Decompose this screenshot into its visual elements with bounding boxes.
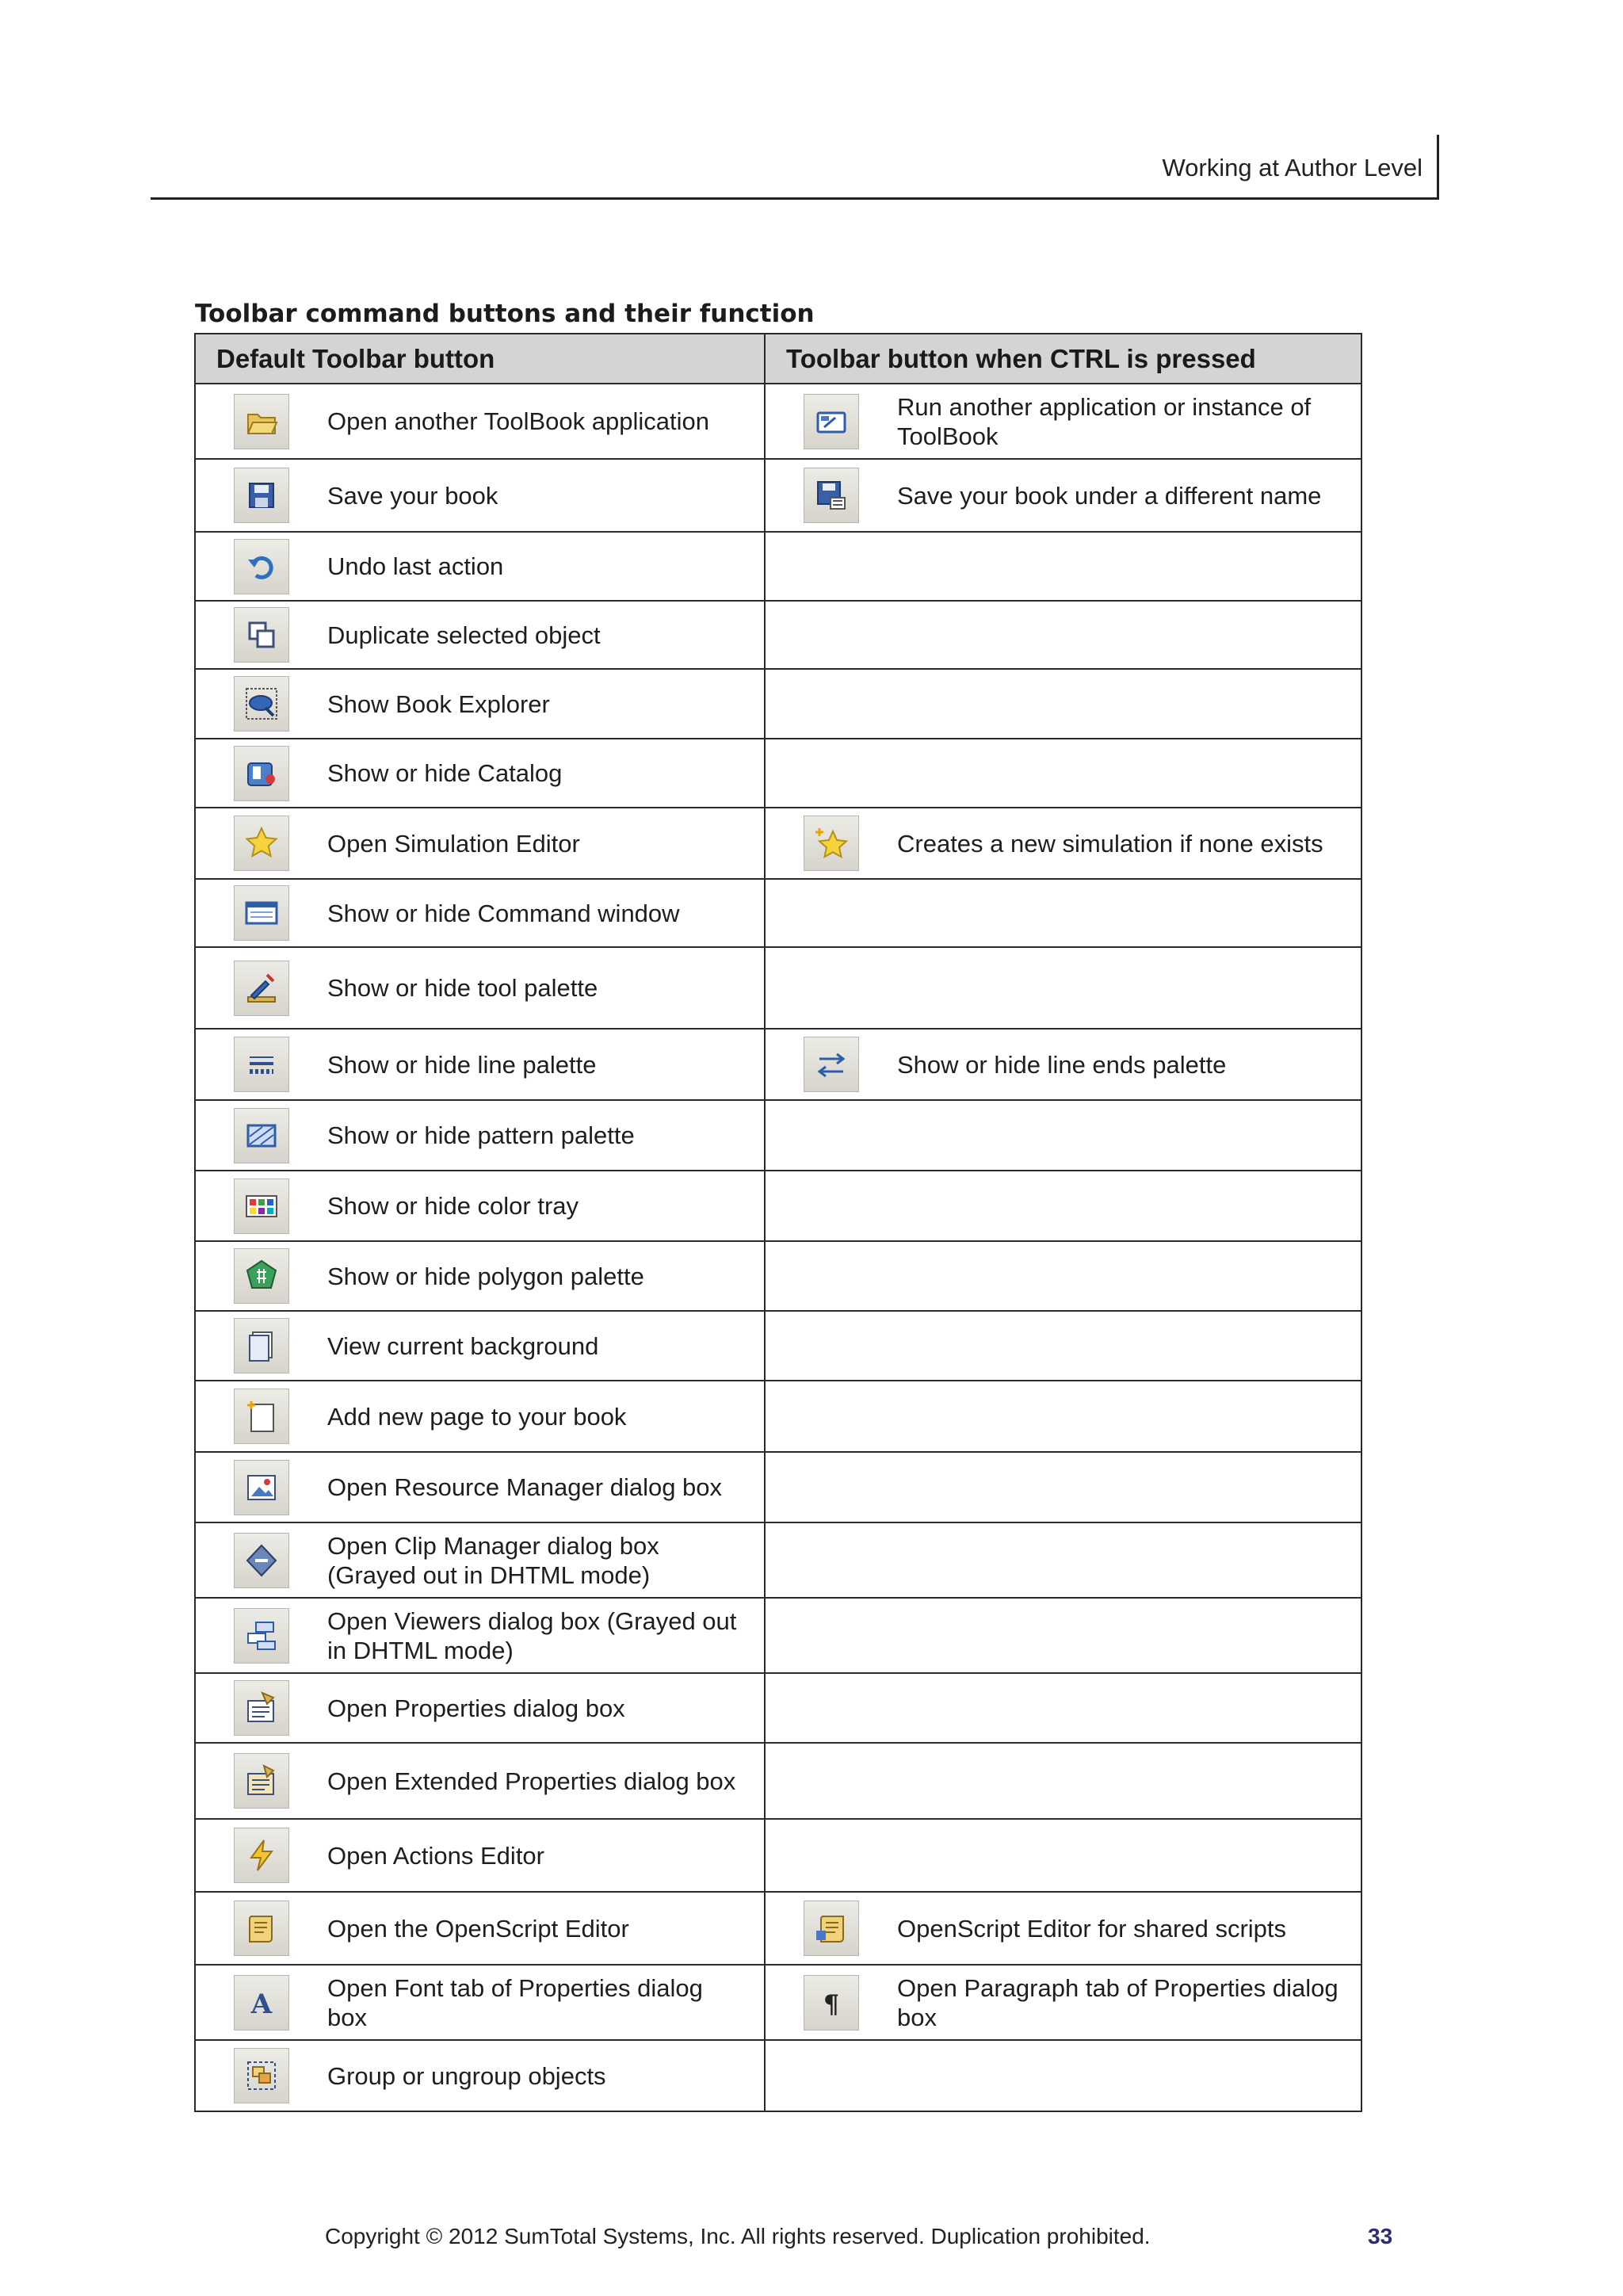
default-button-cell: [195, 1819, 765, 1892]
default-button-description: Show or hide color tray: [327, 1192, 579, 1220]
ctrl-button-cell: [765, 1743, 1361, 1819]
default-button-cell: [195, 459, 765, 532]
page-number: 33: [1368, 2224, 1393, 2248]
table-header-row: [195, 334, 1361, 384]
table-caption: Toolbar command buttons and their function: [195, 300, 815, 328]
table-row: [195, 1673, 1361, 1743]
default-button-description: Open Extended Properties dialog box: [327, 1767, 736, 1795]
save-as-disk-icon: [804, 468, 859, 523]
table-row: [195, 1965, 1361, 2040]
line-palette-icon: [234, 1037, 289, 1092]
paragraph-icon: [804, 1975, 859, 2030]
column-header-ctrl: Toolbar button when CTRL is pressed: [765, 334, 1361, 384]
table-row: [195, 808, 1361, 879]
pattern-palette-icon: [234, 1108, 289, 1163]
table-row: [195, 532, 1361, 601]
shared-script-icon: [804, 1901, 859, 1956]
running-title: Working at Author Level: [1162, 154, 1423, 181]
ctrl-button-cell: [765, 739, 1361, 808]
default-button-description: Undo last action: [327, 552, 504, 580]
default-button-description: View current background: [327, 1331, 599, 1360]
default-button-description: Show or hide Command window: [327, 899, 680, 927]
background-icon: [234, 1318, 289, 1373]
duplicate-icon: [234, 607, 289, 663]
ctrl-button-cell: [765, 1452, 1361, 1522]
default-button-description: Open Font tab of Properties dialog box: [327, 1973, 703, 2031]
table-row: [195, 947, 1361, 1029]
table-row: [195, 384, 1361, 459]
save-disk-icon: [234, 468, 289, 523]
lightning-icon: [234, 1828, 289, 1883]
default-button-cell: [195, 1522, 765, 1598]
default-button-cell: [195, 1100, 765, 1171]
ctrl-button-cell: [765, 1100, 1361, 1171]
default-button-cell: [195, 1171, 765, 1241]
svg-text:¶: ¶: [823, 1988, 840, 2019]
default-button-cell: [195, 1241, 765, 1311]
default-button-description: Open Actions Editor: [327, 1841, 544, 1870]
ctrl-button-description: OpenScript Editor for shared scripts: [897, 1914, 1287, 1943]
default-button-cell: [195, 1452, 765, 1522]
table-row: [195, 1311, 1361, 1381]
tool-palette-icon: [234, 961, 289, 1016]
column-header-default: Default Toolbar button: [195, 334, 765, 384]
default-button-cell: [195, 601, 765, 669]
toolbar-command-table: [194, 333, 1362, 2112]
table-row: [195, 1892, 1361, 1965]
properties-icon: [234, 1680, 289, 1736]
default-button-description: Save your book: [327, 481, 498, 510]
new-page-icon: [234, 1389, 289, 1444]
ctrl-button-cell: [765, 1311, 1361, 1381]
default-button-cell: [195, 808, 765, 879]
ctrl-button-cell: [765, 1598, 1361, 1673]
default-button-cell: [195, 1673, 765, 1743]
default-button-cell: [195, 532, 765, 601]
undo-icon: [234, 539, 289, 594]
running-header: [151, 135, 1439, 200]
table-row: [195, 601, 1361, 669]
table-row: [195, 1171, 1361, 1241]
resource-manager-icon: [234, 1460, 289, 1515]
default-button-description: Duplicate selected object: [327, 621, 601, 649]
default-button-description: Group or ungroup objects: [327, 2061, 606, 2090]
color-tray-icon: [234, 1179, 289, 1234]
default-button-description: Show or hide Catalog: [327, 759, 563, 787]
open-folder-icon: [234, 394, 289, 449]
ctrl-button-cell: [765, 669, 1361, 739]
default-button-cell: [195, 384, 765, 459]
default-button-description: Open Viewers dialog box (Grayed out in DHTML mode): [327, 1606, 737, 1664]
table-row: [195, 1522, 1361, 1598]
table-row: [195, 1100, 1361, 1171]
default-button-description: Open Clip Manager dialog box (Grayed out in DHTML mode): [327, 1531, 659, 1589]
run-application-icon: [804, 394, 859, 449]
ctrl-button-cell: [765, 601, 1361, 669]
ctrl-button-cell: [765, 808, 1361, 879]
ctrl-button-description: Show or hide line ends palette: [897, 1050, 1227, 1079]
default-button-description: Open the OpenScript Editor: [327, 1914, 629, 1943]
default-button-description: Open Resource Manager dialog box: [327, 1473, 723, 1501]
script-scroll-icon: [234, 1901, 289, 1956]
default-button-cell: [195, 1965, 765, 2040]
ctrl-button-cell: [765, 2040, 1361, 2111]
line-ends-icon: [804, 1037, 859, 1092]
default-button-cell: [195, 2040, 765, 2111]
default-button-cell: [195, 1381, 765, 1452]
ctrl-button-cell: [765, 1892, 1361, 1965]
table-row: [195, 1743, 1361, 1819]
command-window-icon: [234, 885, 289, 941]
star-icon: [234, 816, 289, 871]
clip-manager-icon: [234, 1533, 289, 1588]
default-button-cell: [195, 1311, 765, 1381]
svg-text:A: A: [250, 1988, 273, 2020]
default-button-description: Add new page to your book: [327, 1402, 627, 1431]
default-button-cell: [195, 669, 765, 739]
default-button-description: Open another ToolBook application: [327, 407, 709, 435]
extended-properties-icon: [234, 1753, 289, 1809]
table-row: [195, 1029, 1361, 1100]
table-row: [195, 1819, 1361, 1892]
ctrl-button-cell: [765, 947, 1361, 1029]
ctrl-button-cell: [765, 1819, 1361, 1892]
group-icon: [234, 2048, 289, 2103]
default-button-description: Show or hide polygon palette: [327, 1262, 644, 1290]
font-icon: [234, 1975, 289, 2030]
default-button-description: Open Properties dialog box: [327, 1694, 625, 1722]
default-button-description: Show or hide line palette: [327, 1050, 597, 1079]
table-row: [195, 1241, 1361, 1311]
ctrl-button-cell: [765, 384, 1361, 459]
new-star-icon: [804, 816, 859, 871]
ctrl-button-cell: [765, 1241, 1361, 1311]
ctrl-button-cell: [765, 1381, 1361, 1452]
default-button-cell: [195, 739, 765, 808]
table-row: [195, 739, 1361, 808]
ctrl-button-cell: [765, 1522, 1361, 1598]
table-row: [195, 879, 1361, 947]
table-row: [195, 1452, 1361, 1522]
default-button-description: Show or hide pattern palette: [327, 1121, 635, 1149]
table-row: [195, 1598, 1361, 1673]
default-button-description: Show Book Explorer: [327, 690, 550, 718]
ctrl-button-cell: [765, 1029, 1361, 1100]
default-button-cell: [195, 1029, 765, 1100]
default-button-description: Open Simulation Editor: [327, 829, 580, 858]
viewers-icon: [234, 1608, 289, 1664]
table-row: [195, 2040, 1361, 2111]
ctrl-button-description: Open Paragraph tab of Properties dialog box: [897, 1973, 1338, 2031]
ctrl-button-cell: [765, 532, 1361, 601]
ctrl-button-cell: [765, 879, 1361, 947]
table-row: [195, 669, 1361, 739]
default-button-cell: [195, 1743, 765, 1819]
ctrl-button-description: Run another application or instance of ToolBook: [897, 392, 1312, 450]
ctrl-button-cell: [765, 1171, 1361, 1241]
table-row: [195, 1381, 1361, 1452]
polygon-palette-icon: [234, 1248, 289, 1304]
ctrl-button-cell: [765, 1965, 1361, 2040]
default-button-cell: [195, 879, 765, 947]
ctrl-button-cell: [765, 1673, 1361, 1743]
book-explorer-icon: [234, 676, 289, 732]
default-button-cell: [195, 1892, 765, 1965]
default-button-description: Show or hide tool palette: [327, 974, 598, 1002]
default-button-cell: [195, 947, 765, 1029]
catalog-icon: [234, 746, 289, 801]
table-body: [195, 384, 1361, 2111]
footer-copyright: Copyright © 2012 SumTotal Systems, Inc. All rights reserved. Duplication prohibited.: [325, 2224, 1151, 2248]
table-row: [195, 459, 1361, 532]
default-button-cell: [195, 1598, 765, 1673]
ctrl-button-cell: [765, 459, 1361, 532]
ctrl-button-description: Save your book under a different name: [897, 481, 1322, 510]
ctrl-button-description: Creates a new simulation if none exists: [897, 829, 1323, 858]
